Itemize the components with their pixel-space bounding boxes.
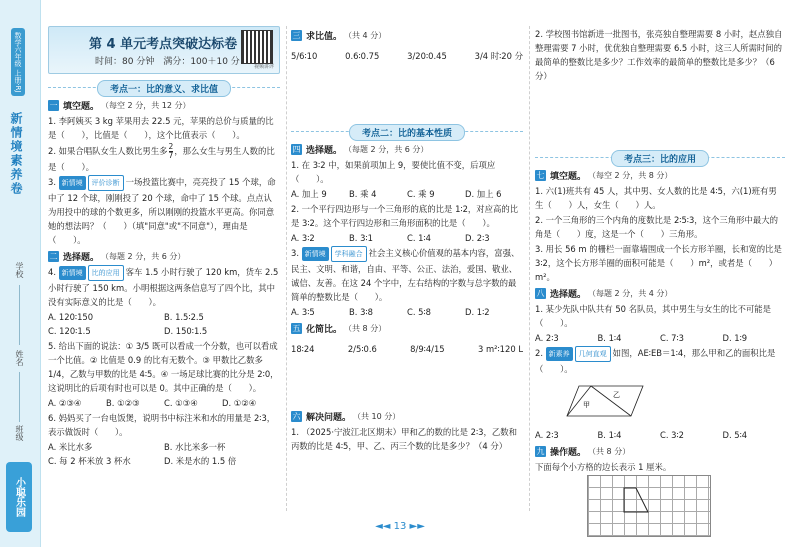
field-line <box>19 372 20 422</box>
section-title: 化简比。 <box>306 325 343 335</box>
option[interactable]: C. 5∶8 <box>407 307 432 317</box>
field-line <box>19 285 20 345</box>
answer-space <box>291 72 523 120</box>
section-number: 六 <box>292 412 301 421</box>
topic-title: 考点三：比的应用 <box>611 150 709 167</box>
section-header <box>291 143 523 156</box>
topic-banner <box>291 124 523 138</box>
section-score: （共 8 分） <box>588 447 631 456</box>
option[interactable]: C. 1∶4 <box>407 233 432 243</box>
option[interactable]: A. ②③④ <box>48 398 82 408</box>
expression: 3/4 时∶20 分 <box>474 51 523 61</box>
option[interactable]: C. 120∶1.5 <box>48 326 91 336</box>
options <box>535 331 785 345</box>
column-3 <box>535 26 785 537</box>
tag: 几何直观 <box>575 346 611 362</box>
options <box>291 187 523 201</box>
option[interactable]: C. 7∶3 <box>660 333 685 343</box>
section-number: 一 <box>49 101 58 110</box>
section-header <box>48 250 280 263</box>
question: 5. 给出下面的说法：① 3/5 既可以看成一个分数，也可以看成一个比值。② 比值是 0.9 的比有无数个。③ 甲数比乙数多 1/4，乙数与甲数的比是 4∶5。④ 一场足球比赛的比分是 2∶0，这说明比的后项有时也可以是 0。其中正确的是（ ）。 <box>48 341 279 393</box>
option[interactable]: D. 150∶1.5 <box>164 326 208 336</box>
section-title: 选择题。 <box>550 290 587 300</box>
question-text: ，那么女生与男生人数的比是（ ）。 <box>48 146 275 172</box>
tag: 新情境 <box>59 176 86 190</box>
topic-title: 考点二：比的基本性质 <box>349 124 465 141</box>
option[interactable]: D. ①②④ <box>222 398 257 408</box>
question: 1. 六(1)班共有 45 人，其中男、女人数的比是 4∶5，六(1)班有男生（ ）人，女生（ ）人。 <box>535 186 777 210</box>
qr-code-icon[interactable] <box>241 30 273 64</box>
field-class: 班级 <box>15 425 24 441</box>
answer-space <box>291 363 523 407</box>
section-title: 选择题。 <box>63 253 100 263</box>
option[interactable]: D. 5∶4 <box>722 430 748 440</box>
topic-banner <box>535 150 785 164</box>
option[interactable]: A. 2∶3 <box>535 333 559 343</box>
question: 4. 新情境 比的应用 客车 1.5 小时行驶了 120 km，货车 2.5 小时行驶了 150 km。小明根据这两条信息写了四个比，其中没有实际意义的比是（ ）。 <box>48 267 279 307</box>
option[interactable]: A. 米比水多 <box>48 442 93 452</box>
question: 1. 李阿姨买 3 kg 苹果用去 22.5 元，苹果的总价与质量的比是（ ），比值是（ ），这个比值表示（ ）。 <box>48 116 274 140</box>
fraction <box>169 143 174 160</box>
option[interactable]: B. 1∶4 <box>597 333 622 343</box>
option[interactable]: C. ①③④ <box>164 398 198 408</box>
option[interactable]: B. 3∶8 <box>349 307 373 317</box>
options <box>291 305 523 319</box>
section-title: 选择题。 <box>306 146 343 156</box>
section-title: 填空题。 <box>63 102 100 112</box>
topic-title: 考点一：比的意义、求比值 <box>97 80 231 97</box>
section-header <box>291 410 523 423</box>
question: 2. 一个平行四边形与一个三角形的底的比是 1∶2，对应高的比是 3∶2。这个平行四边形和三角形面积的比是（ ）。 <box>291 204 519 228</box>
section-header <box>535 287 785 300</box>
section-number: 九 <box>536 447 545 456</box>
answer-space <box>535 84 785 146</box>
qr-caption: 视频讲评 <box>253 64 274 70</box>
section-number: 二 <box>49 252 58 261</box>
options <box>48 310 280 338</box>
question <box>48 143 280 174</box>
field-name: 姓名 <box>15 350 24 366</box>
section-score: （每空 2 分，共 12 分） <box>101 101 191 110</box>
option[interactable]: B. 水比米多一杯 <box>164 442 226 452</box>
option[interactable]: B. ①②③ <box>106 398 140 408</box>
question: 3. 用长 56 m 的栅栏一面靠墙围成一个长方形羊圈，长和宽的比是 3∶2，这个长方形羊圈的面积可能是（ ）m²，或者是（ ）m²。 <box>535 244 782 282</box>
options <box>48 440 280 468</box>
option[interactable]: A. 2∶3 <box>535 430 559 440</box>
parallelogram-diagram <box>565 383 645 419</box>
page-title: 第 4 单元考点突破达标卷 <box>89 37 238 52</box>
option[interactable]: D. 1∶2 <box>465 307 490 317</box>
section-number: 八 <box>536 289 545 298</box>
question: 3. 新情境 评价诊断 一场投篮比赛中，亮亮投了 15 个球，命中了 12 个球，刚刚投了 20 个球，命中了 15 个球。点点认为用投中的球的个数更多，所以刚刚的投篮水平更高。你同意她的想法吗？（ ）（填"同意"或"不同意"），理由是（ ）。 <box>48 177 276 245</box>
column-divider <box>286 26 287 511</box>
section-score: （每题 2 分，共 6 分） <box>101 252 186 261</box>
option[interactable]: D. 米是水的 1.5 倍 <box>164 456 237 466</box>
tag: 评价诊断 <box>88 175 124 191</box>
tag: 比的应用 <box>88 265 124 281</box>
section-header <box>291 322 523 335</box>
section-title: 操作题。 <box>550 448 587 458</box>
question: 2. 一个三角形的三个内角的度数比是 2∶5∶3，这个三角形中最大的角是（ ）度，这是一个（ ）三角形。 <box>535 215 779 239</box>
expression-row <box>291 341 523 357</box>
expression: 3 m²∶120 L <box>477 344 523 354</box>
option[interactable]: A. 120∶150 <box>48 312 94 322</box>
question: 2. 新素养 几何直观 如图，AE∶EB＝1∶4，那么甲和乙的面积比是（ ）。 <box>535 348 776 374</box>
section-title: 解决问题。 <box>306 413 352 423</box>
options <box>535 428 785 442</box>
expression: 18∶24 <box>291 344 315 354</box>
section-number: 四 <box>292 145 301 154</box>
brand-title: 新情境素养卷 <box>9 112 23 196</box>
section-header <box>48 99 280 112</box>
option[interactable]: C. 乘 9 <box>407 189 435 199</box>
question: 1. （2025·宁波江北区期末）甲和乙的数的比是 2∶3，乙数和丙数的比是 4∶5，甲、乙、丙三个数的比是多少？（4 分） <box>291 427 518 451</box>
sidebar <box>0 0 41 547</box>
tag: 学科融合 <box>331 246 367 262</box>
question-text: 社会主义核心价值观的基本内容，富强、民主、文明、和谐，自由、平等、公正、法治，爱国、敬业、诚信、友善。在这 24 个字中，左右结构的字数与总字数的最简单的整数比是（ ）。 <box>291 248 520 302</box>
options <box>48 396 280 410</box>
question-text: 客车 1.5 小时行驶了 120 km，货车 2.5 小时行驶了 150 km。小明根据这两条信息写了四个比，其中没有实际意义的比是（ ）。 <box>48 267 279 307</box>
question: 3. 新情境 学科融合 社会主义核心价值观的基本内容，富强、民主、文明、和谐，自由、平等、公正、法治，爱国、敬业、诚信、友善。在这 24 个字中，左右结构的字数与总字数的最简单的整数比是（ ）。 <box>291 248 520 302</box>
page-number: ◄◄ 13 ►► <box>375 521 425 532</box>
tag: 新素养 <box>546 347 573 361</box>
section-header <box>535 169 785 182</box>
denominator: 7 <box>168 151 174 160</box>
logo: 小聪乐园 <box>6 462 32 532</box>
question-text: 2. 如果合唱队女生人数比男生多 <box>48 146 168 156</box>
field-school: 学校 <box>15 262 24 278</box>
section-score: （每空 2 分，共 8 分） <box>588 171 673 180</box>
section-header <box>535 445 785 458</box>
option[interactable]: A. 加上 9 <box>291 189 327 199</box>
expression-row <box>291 48 523 64</box>
expression: 8/9∶4/15 <box>410 344 445 354</box>
question: 下面每个小方格的边长表示 1 厘米。 <box>535 462 672 472</box>
option[interactable]: A. 3∶5 <box>291 307 315 317</box>
column-2 <box>291 26 523 454</box>
region-label: 乙 <box>613 391 620 399</box>
expression: 3/20∶0.45 <box>407 51 447 61</box>
question: 1. 在 3∶2 中，如果前项加上 9，要使比值不变，后项应（ ）。 <box>291 160 496 184</box>
question-text: 一场投篮比赛中，亮亮投了 15 个球，命中了 12 个球，刚刚投了 20 个球，命中了 15 个球。点点认为用投中的球的个数更多，所以刚刚的投篮水平更高。你同意她的想法吗？（ ）（填"同意"或"不同意"），理由是（ ）。 <box>48 177 276 245</box>
exam-meta: 时间：80 分钟 满分：100＋10 分 <box>95 57 240 67</box>
question: 6. 妈妈买了一台电饭煲，说明书中标注米和水的用量是 2∶3，表示做饭时（ ）。 <box>48 413 276 437</box>
title-box <box>48 26 280 74</box>
column-1 <box>48 26 280 468</box>
region-label: 甲 <box>583 401 590 409</box>
option[interactable]: D. 加上 6 <box>465 189 502 199</box>
option[interactable]: B. 乘 4 <box>349 189 377 199</box>
section-number: 五 <box>292 324 301 333</box>
section-score: （共 8 分） <box>344 324 387 333</box>
option[interactable]: B. 1∶4 <box>597 430 622 440</box>
numerator: 2 <box>168 142 174 151</box>
section-number: 七 <box>536 171 545 180</box>
option[interactable]: D. 1∶9 <box>722 333 748 343</box>
tag: 新情境 <box>59 266 86 280</box>
grade-label: 数学六年级 上册·RJ <box>11 28 25 96</box>
option[interactable]: A. 3∶2 <box>291 233 315 243</box>
column-divider <box>529 26 530 511</box>
expression: 5/6∶10 <box>291 51 318 61</box>
question: 2. 学校图书馆新进一批图书，张亮独自整理需要 8 小时，赵点独自整理需要 7 小时，优优独自整理需要 6.5 小时，这三人所需时间的最简单的整数比是多少？工作效率的最简单的整数比是多少？（6 分） <box>535 29 783 81</box>
options <box>291 231 523 245</box>
section-score: （每题 2 分，共 4 分） <box>588 289 673 298</box>
expression: 2/5∶0.6 <box>347 344 377 354</box>
question-text: 如图，AE∶EB＝1∶4，那么甲和乙的面积比是（ ）。 <box>535 348 776 374</box>
option[interactable]: B. 3∶1 <box>349 233 373 243</box>
section-score: （共 4 分） <box>344 31 387 40</box>
section-score: （每题 2 分，共 6 分） <box>344 145 429 154</box>
section-header <box>291 29 523 42</box>
topic-banner <box>48 80 280 94</box>
section-title: 求比值。 <box>306 32 343 42</box>
tag: 新情境 <box>302 247 329 261</box>
section-title: 填空题。 <box>550 172 587 182</box>
question: 1. 某少先队中队共有 50 名队员，其中男生与女生的比不可能是（ ）。 <box>535 304 772 328</box>
option[interactable]: C. 每 2 杯米放 3 杯水 <box>48 456 131 466</box>
section-number: 三 <box>292 31 301 40</box>
expression: 0.6∶0.75 <box>345 51 380 61</box>
option[interactable]: B. 1.5∶2.5 <box>164 312 204 322</box>
option[interactable]: C. 3∶2 <box>660 430 685 440</box>
section-score: （共 10 分） <box>353 412 401 421</box>
option[interactable]: D. 2∶3 <box>465 233 490 243</box>
